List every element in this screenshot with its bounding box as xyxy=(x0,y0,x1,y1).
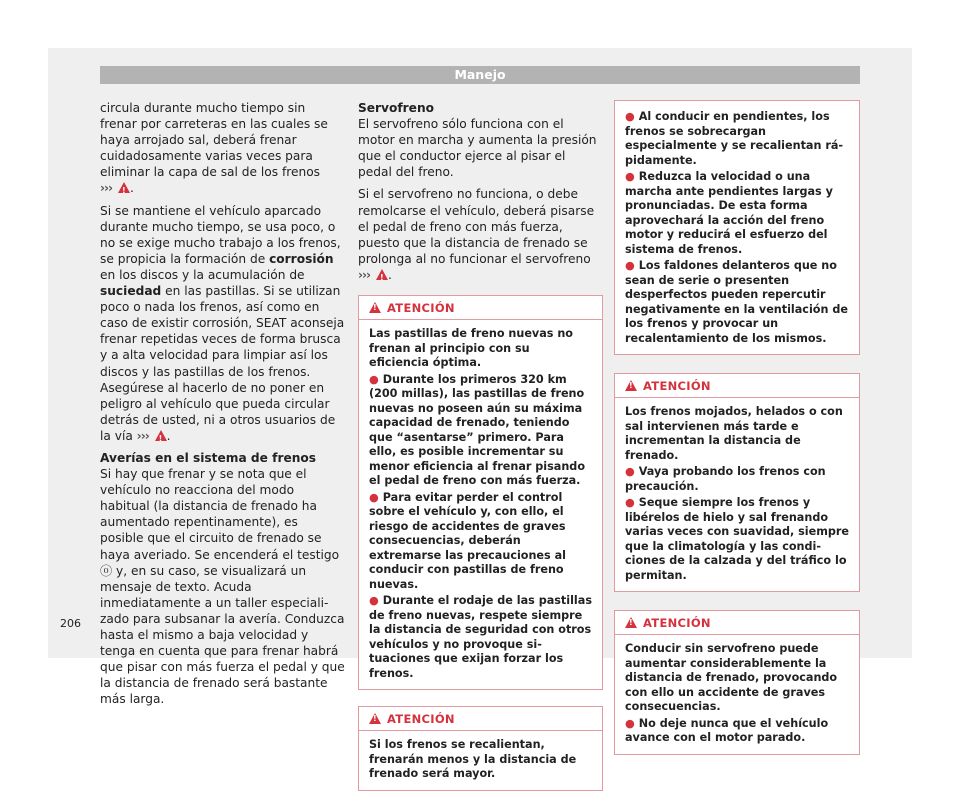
section-heading: Averías en el sistema de frenos xyxy=(100,450,317,465)
list-item xyxy=(369,373,592,489)
warning-box-continued xyxy=(614,100,860,355)
warning-box xyxy=(614,373,860,592)
paragraph-text: circula durante mucho tiempo sin frenar por carreteras en las cuales se haya arrojado sal, deberá frenar cuidadosamente varias veces para eliminar la capa de sal de los frenos xyxy=(100,101,328,180)
section-heading: Servofreno xyxy=(358,101,434,115)
warning-box-header xyxy=(359,707,602,731)
paragraph: Si hay que frenar y se nota que el vehículo no reacciona del modo habitual (la distancia de frenado ha aumentado repentinamente), es posible que el circuito de frenado se haya averiado. Se encenderá el testigo ⓞ y, en su caso, se visualizará un mensaje de texto. Acuda inmediatamente a un taller especializado para subsanar la avería. Conduzca hasta el mismo a baja velocidad y tenga en cuenta que para frenar habrá que pisar con más fuerza el pedal y que la distancia de frenado será bastante más larga. xyxy=(100,467,345,707)
list-item xyxy=(369,491,592,593)
paragraph: Si el servofreno no funciona, o debe remolcarse el vehículo, deberá pisarse el pedal de freno con más fuerza, puesto que la distancia de frenado se prolonga al no funcionar el servofreno ››› ! . xyxy=(358,186,603,283)
warning-box-body xyxy=(615,398,859,591)
list-item-text: Durante el rodaje de las pastillas de freno nuevas, respete siempre la distancia de seguridad con otros vehículos y no provoque situaciones que exijan forzar los frenos. xyxy=(369,594,592,680)
reference-arrow-icon[interactable]: ››› xyxy=(136,428,149,443)
warning-triangle-icon xyxy=(369,302,381,313)
warning-box-title: ATENCIÓN xyxy=(643,378,711,393)
bold-text: suciedad xyxy=(100,284,162,299)
paragraph-ref: ››› ! . xyxy=(100,180,345,196)
section-header: Manejo xyxy=(100,66,860,84)
bullet-icon: ● xyxy=(625,259,635,272)
warning-box-body xyxy=(615,101,859,354)
list-item-text: Los faldones delanteros que no sean de serie o presenten desperfectos pueden repercutir negativamente en la ventilación de los frenos y provocar un recalentamiento de los mismos. xyxy=(625,259,848,345)
warning-box-header xyxy=(615,611,859,635)
warning-intro: Los frenos mojados, helados o con sal intervienen más tarde e incrementan la distancia de frenado. xyxy=(625,405,843,462)
list-item-text: Al conducir en pendientes, los frenos se sobrecargan especialmente y se recalientan rápidamente. xyxy=(625,110,844,167)
warning-box-title: ATENCIÓN xyxy=(387,711,455,726)
warning-box-body xyxy=(359,320,602,689)
bullet-icon: ● xyxy=(369,490,379,504)
column-3 xyxy=(614,100,860,755)
bullet-icon: ● xyxy=(369,372,379,386)
list-item-text: Vaya probando los frenos con precaución. xyxy=(625,465,826,493)
warning-box-header xyxy=(359,296,602,320)
bullet-icon: ● xyxy=(625,465,635,478)
warning-intro: Si los frenos se recalientan, frenarán menos y la distancia de frenado será mayor. xyxy=(369,738,577,781)
list-item xyxy=(369,594,592,681)
warning-triangle-icon[interactable] xyxy=(155,430,167,441)
warning-box xyxy=(614,610,860,755)
text: Si se mantiene el vehículo aparcado durante mucho tiempo, se usa poco, o no se exige mucho trabajo a los frenos, se propicia la formación de xyxy=(100,203,341,266)
list-item-text: No deje nunca que el vehículo avance con el motor parado. xyxy=(625,716,829,744)
list-item xyxy=(625,110,849,168)
paragraph: El servofreno sólo funciona con el motor en marcha y aumenta la presión que el conductor ejerce al pisar el pedal del freno. xyxy=(358,117,597,180)
warning-box-title: ATENCIÓN xyxy=(643,615,711,630)
warning-triangle-icon xyxy=(625,380,637,391)
warning-box-body xyxy=(615,635,859,754)
paragraph xyxy=(100,100,345,180)
bullet-icon: ● xyxy=(625,716,635,730)
page-number: 206 xyxy=(60,617,81,630)
warning-box xyxy=(358,295,603,690)
warning-triangle-icon xyxy=(369,713,381,724)
list-item xyxy=(625,170,849,257)
warning-triangle-icon[interactable] xyxy=(376,269,388,280)
list-item xyxy=(625,259,849,346)
warning-box-body xyxy=(359,731,602,790)
list-item-text: Reduzca la velocidad o una marcha ante pendientes largas y pronunciadas. De esta forma aprovechará la acción del freno motor y reducirá el esfuerzo del sistema de frenos. xyxy=(625,170,833,256)
bullet-icon: ● xyxy=(369,594,379,608)
paragraph: Si se mantiene el vehículo aparcado durante mucho tiempo, se usa poco, o no se exige mucho trabajo a los frenos, se propicia la formación de corrosión en los discos y la acumulación de suciedad en las pastillas. Si se utilizan poco o nada los frenos, así como en caso de existir corrosión, SEAT aconseja frenar repetidas veces de forma brusca y a alta velocidad para limpiar así los discos y las pastillas de los frenos. Asegúrese al hacerlo de no poner en peligro al vehículo que pueda circular detrás de usted, ni a otros usuarios de la vía ››› ! . xyxy=(100,203,345,444)
list-item xyxy=(625,717,849,746)
reference-arrow-icon[interactable]: ››› xyxy=(100,181,113,196)
text: en los discos y la acumulación de xyxy=(100,267,305,282)
warning-triangle-icon[interactable] xyxy=(118,182,130,193)
warning-triangle-icon xyxy=(625,617,637,628)
list-item-text: Durante los primeros 320 km (200 millas), las pastillas de freno nuevas no poseen aún su máxima capacidad de frenado, teniendo que “asentarse” primero. Para ello, es posible incrementar su menor eficiencia al frenar pisando el pedal de freno con más fuerza. xyxy=(369,372,586,488)
bullet-icon: ● xyxy=(625,110,635,123)
text: en las pastillas. Si se utilizan poco o nada los frenos, así como en caso de existir corrosión, SEAT aconseja frenar repetidas veces de forma brusca y a alta velocidad para limpiar así los discos y las pastillas de los frenos. Asegúrese al hacerlo de no poner en peligro al vehículo que pueda circular detrás de usted, ni a otros usuarios de la vía xyxy=(100,284,345,443)
list-item-text: Para evitar perder el control sobre el vehículo y, con ello, el riesgo de accidentes de graves consecuencias, deberán extremarse las precauciones al conducir con pastillas de freno nuevas. xyxy=(369,490,566,591)
bullet-icon: ● xyxy=(625,170,635,183)
list-item xyxy=(625,496,849,583)
warning-box-title: ATENCIÓN xyxy=(387,300,455,315)
column-2 xyxy=(358,100,603,791)
bold-text: corrosión xyxy=(269,251,334,266)
text: Si el servofreno no funciona, o debe remolcarse el vehículo, deberá pisarse el pedal de freno con más fuerza, puesto que la distancia de frenado se prolonga al no funcionar el servofreno xyxy=(358,187,595,266)
list-item xyxy=(625,465,849,494)
reference-arrow-icon[interactable]: ››› xyxy=(358,267,371,282)
bullet-icon: ● xyxy=(625,496,635,509)
warning-box xyxy=(358,706,603,791)
warning-box-header xyxy=(615,374,859,398)
warning-intro: Las pastillas de freno nuevas no frenan al principio con su eficiencia óptima. xyxy=(369,327,573,370)
column-1 xyxy=(100,100,345,707)
list-item-text: Seque siempre los frenos y libérelos de hielo y sal frenando varias veces con suavidad, siempre que la climatología y las condiciones de la calzada y del tráfico lo permitan. xyxy=(625,496,849,582)
warning-intro: Conducir sin servofreno puede aumentar considerablemente la distancia de frenado, provocando con ello un accidente de graves consecuencias. xyxy=(625,642,838,713)
